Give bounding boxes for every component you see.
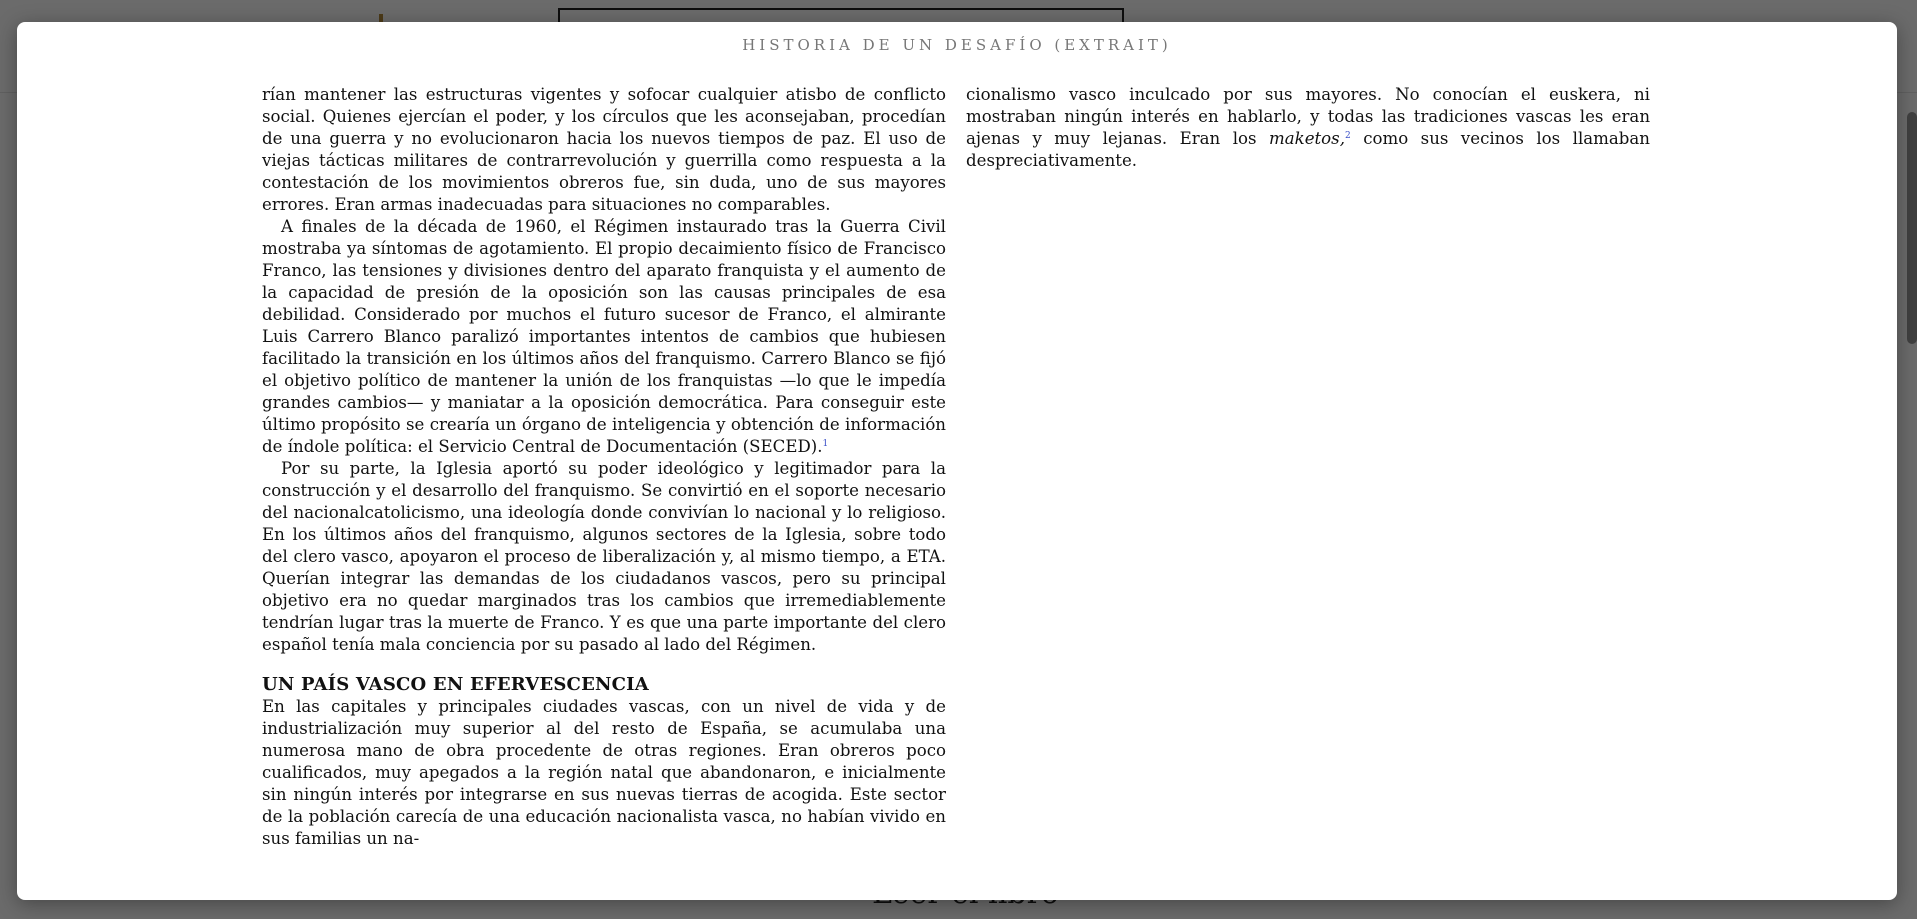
paragraph-text: cionalismo vasco inculcado por sus mayores. No conocían el euskera, ni mostraban ningún interés en hablarlo, y todas las tradiciones vascas les eran ajenas y muy lejanas. Eran los bbox=[966, 85, 1650, 148]
paragraph: Por su parte, la Iglesia aportó su poder ideológico y legitimador para la construcción y el desarrollo del franquismo. Se convirtió en el soporte necesario del nacionalcatolicismo, una ideología donde convivían lo nacional y lo religioso. En los últimos años del franquismo, algunos sectores de la Iglesia, sobre todo del clero vasco, apoyaron el proceso de liberalización y, al mismo tiempo, a ETA. Querían integrar las demandas de los ciudadanos vascos, pero su principal objetivo era no quedar marginados tras los cambios que irremediablemente tendrían lugar tras la muerte de Franco. Y es que una parte importante del clero español tenía mala conciencia por su pasado al lado del Régimen. bbox=[262, 459, 946, 654]
paragraph-text: A finales de la década de 1960, el Régimen instaurado tras la Guerra Civil mostraba ya síntomas de agotamiento. El propio decaimiento físico de Francisco Franco, las tensiones y divisiones dentro del aparato franquista y el aumento de la capacidad de presión de la oposición son las causas principales de esa debilidad. Considerado por muchos el futuro sucesor de Franco, el almirante Luis Carrero Blanco paralizó importantes intentos de cambios que hubiesen facilitado la transición en los últimos años del franquismo. Carrero Blanco se fijó el objetivo político de mantener la unión de los franquistas —lo que le impedía grandes cambios— y maniatar a la oposición democrática. Para conseguir este último propósito se crearía un órgano de inteligencia y obtención de información de índole política: el Servicio Central de Documentación (SECED). bbox=[262, 217, 946, 456]
footnote-ref[interactable]: 1 bbox=[822, 439, 829, 449]
excerpt-modal bbox=[17, 22, 1897, 900]
paragraph: rían mantener las estructuras vigentes y sofocar cualquier atisbo de conflicto social. Quienes ejercían el poder, y los círculos que les aconsejaban, procedían de una guerra y no evolucionaron hacia los nuevos tiempos de paz. El uso de viejas tácticas militares de contrarrevolución y guerrilla como respuesta a la contestación de los movimientos obreros fue, sin duda, uno de sus mayores errores. Eran armas inadecuadas para situaciones no comparables. bbox=[262, 85, 946, 214]
italic-term: maketos, bbox=[1269, 129, 1345, 148]
section-heading: UN PAÍS VASCO EN EFERVESCENCIA bbox=[262, 674, 649, 695]
paragraph: En las capitales y principales ciudades vascas, con un nivel de vida y de industrialización muy superior al del resto de España, se acumulaba una numerosa mano de obra procedente de otras regiones. Eran obreros poco cualificados, muy apegados a la región natal que abandonaron, e inicialmente sin ningún interés por integrarse en sus nuevas tierras de acogida. Este sector de la población carecía de una educación nacionalista vasca, no habían vivido en sus familias un na- bbox=[262, 697, 946, 848]
text-column-right bbox=[966, 84, 1650, 884]
paragraph bbox=[262, 216, 946, 458]
book-excerpt bbox=[262, 84, 1670, 884]
paragraph bbox=[966, 84, 1650, 172]
text-column-left bbox=[262, 84, 946, 884]
modal-title: HISTORIA DE UN DESAFÍO (EXTRAIT) bbox=[742, 36, 1172, 54]
footnote-ref[interactable]: 2 bbox=[1344, 131, 1351, 141]
paragraph-text: como sus vecinos los llamaban despreciativamente. bbox=[966, 129, 1650, 170]
